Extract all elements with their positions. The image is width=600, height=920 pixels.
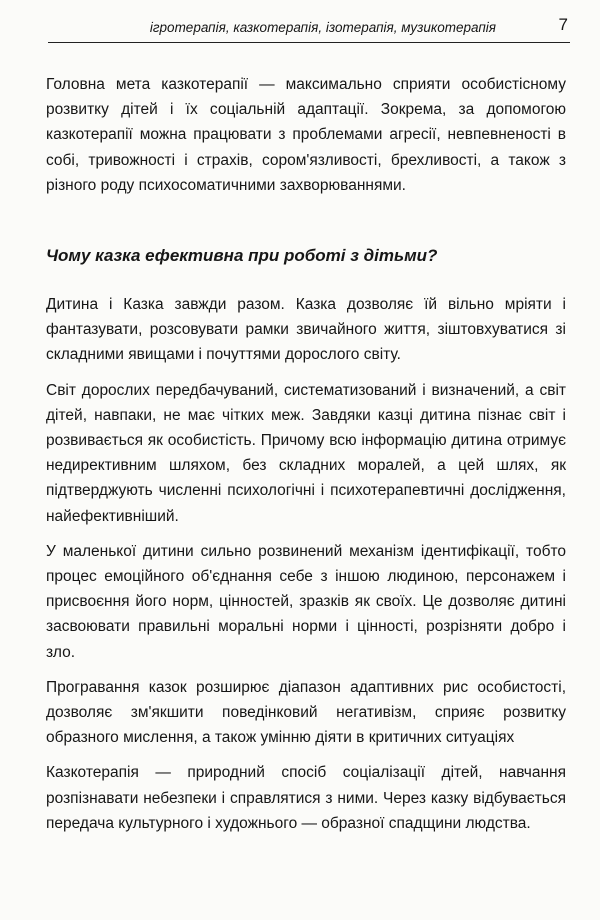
intro-paragraph: Головна мета казкотерапії — максимально сприяти особистісному розвитку дітей і їх соціальній адаптації. Зокрема, за допомогою казкотерапії можна працювати з проблемами агресії, невпевненості в собі, тривожності і страхів, сором'язливості, брехливості, а також з різного роду психосоматичними захворюваннями.	[46, 76, 566, 194]
section-heading: Чому казка ефективна при роботі з дітьми?	[46, 246, 438, 266]
running-head: ігротерапія, казкотерапія, ізотерапія, музикотерапія	[149, 20, 496, 35]
body-paragraph: Світ дорослих передбачуваний, систематизований і визначений, а світ дітей, навпаки, не має чітких меж. Завдяки казці дитина пізнає світ і розвивається як особистість. Причому всю інформацію дитина отримує недирективним шляхом, без складних моралей, а цей шлях, як підтверджують численні психологічні і психотерапевтичні дослідження, найефективніший.	[46, 381, 566, 525]
page-number: 7	[558, 15, 568, 34]
body-paragraph: Дитина і Казка завжди разом. Казка дозволяє їй вільно мріяти і фантазувати, розсовувати рамки звичайного життя, зіштовхуватися зі складними явищами і почуттями дорослого світу.	[46, 296, 566, 364]
body-paragraph: Програвання казок розширює діапазон адаптивних рис особистості, дозволяє зм'якшити поведінковий негативізм, сприяє розвитку образного мислення, а також умінню діяти в критичних ситуаціях	[46, 678, 566, 747]
page-body	[46, 72, 566, 846]
body-paragraph: У маленької дитини сильно розвинений механізм ідентифікації, тобто процес емоційного об'єднання себе з іншою людиною, персонажем і присвоєння його норм, цінностей, зразків як своїх. Це дозволяє дитині засвоювати правильні моральні норми і цінності, розрізняти добро і зло.	[46, 542, 566, 661]
page-header	[48, 12, 570, 43]
body-paragraph: Казкотерапія — природний спосіб соціалізації дітей, навчання розпізнавати небезпеки і справлятися з ними. Через казку відбувається передача культурного і художнього — образної спадщини людства.	[46, 764, 566, 832]
